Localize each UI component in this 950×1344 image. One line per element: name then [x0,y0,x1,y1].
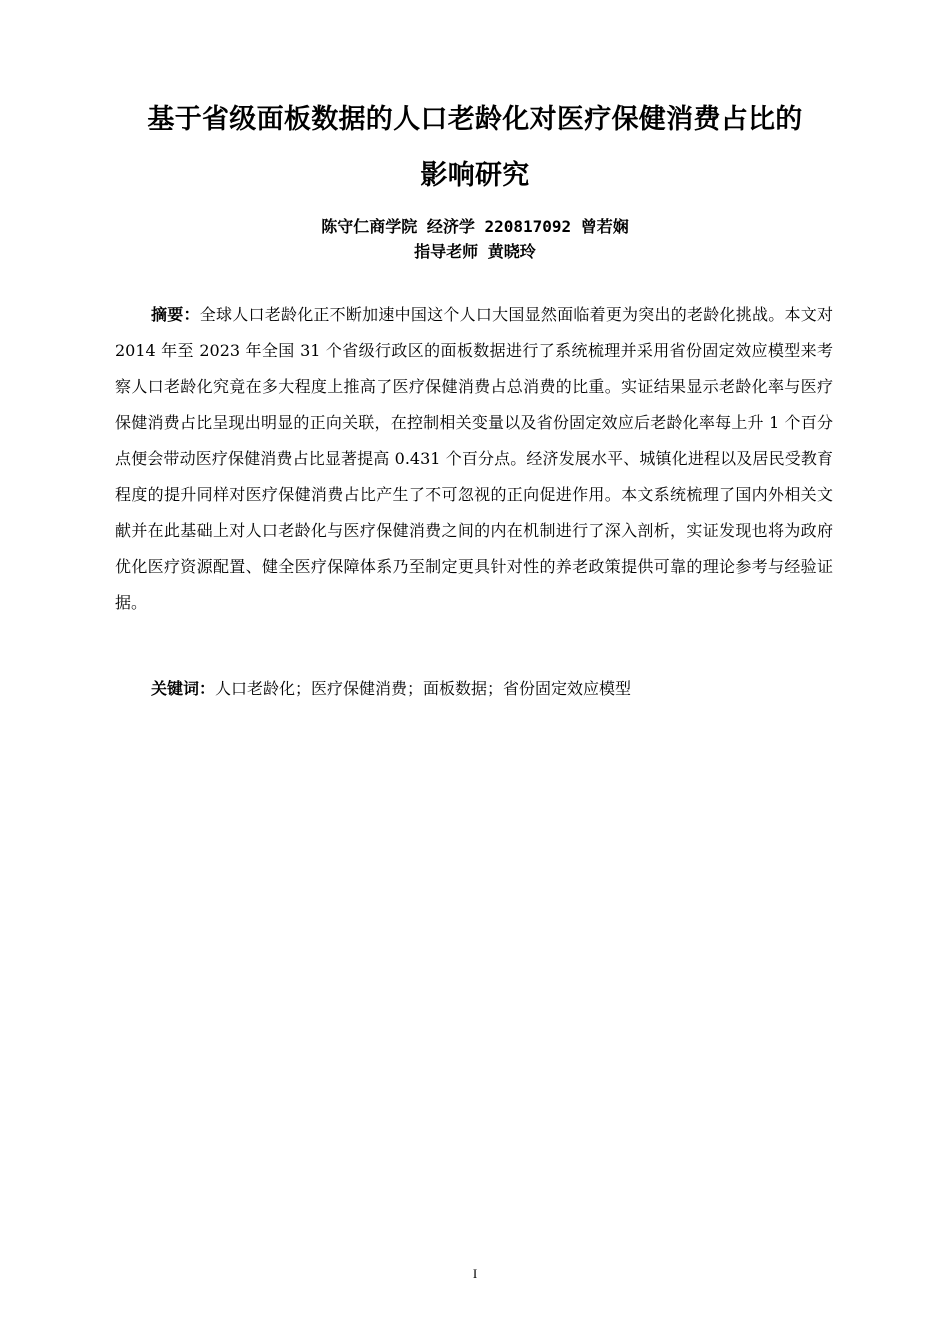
author-line: 陈守仁商学院 经济学 220817092 曾若娴 [321,217,629,236]
keywords-paragraph [115,671,833,707]
keywords-label: 关键词： [151,679,216,698]
abstract-text: 全球人口老龄化正不断加速中国这个人口大国显然面临着更为突出的老龄化挑战。本文对 2014 年至 2023 年全国 31 个省级行政区的面板数据进行了系统梳理并采用省份固定效应模型来考察人口老龄化究竟在多大程度上推高了医疗保健消费占总消费的比重。实证结果显示老龄化率与医疗保健消费占比呈现出明显的正向关联，在控制相关变量以及省份固定效应后老龄化率每上升 1 个百分点便会带动医疗保健消费占比显著提高 0.431 个百分点。经济发展水平、城镇化进程以及居民受教育程度的提升同样对医疗保健消费占比产生了不可忽视的正向促进作用。本文系统梳理了国内外相关文献并在此基础上对人口老龄化与医疗保健消费之间的内在机制进行了深入剖析，实证发现也将为政府优化医疗资源配置、健全医疗保障体系乃至制定更具针对性的养老政策提供可靠的理论参考与经验证据。 [115,305,833,612]
keywords-text: 人口老龄化；医疗保健消费；面板数据；省份固定效应模型 [215,679,632,698]
abstract-paragraph [115,297,833,621]
advisor-line: 指导老师 黄晓玲 [414,242,536,261]
author-info [110,214,840,264]
paper-title-line-2: 影响研究 [420,160,530,191]
paper-title [110,92,840,204]
abstract-label: 摘要： [151,305,200,324]
paper-title-line-1: 基于省级面板数据的人口老龄化对医疗保健消费占比的 [147,104,803,135]
page-number: I [472,1266,478,1281]
